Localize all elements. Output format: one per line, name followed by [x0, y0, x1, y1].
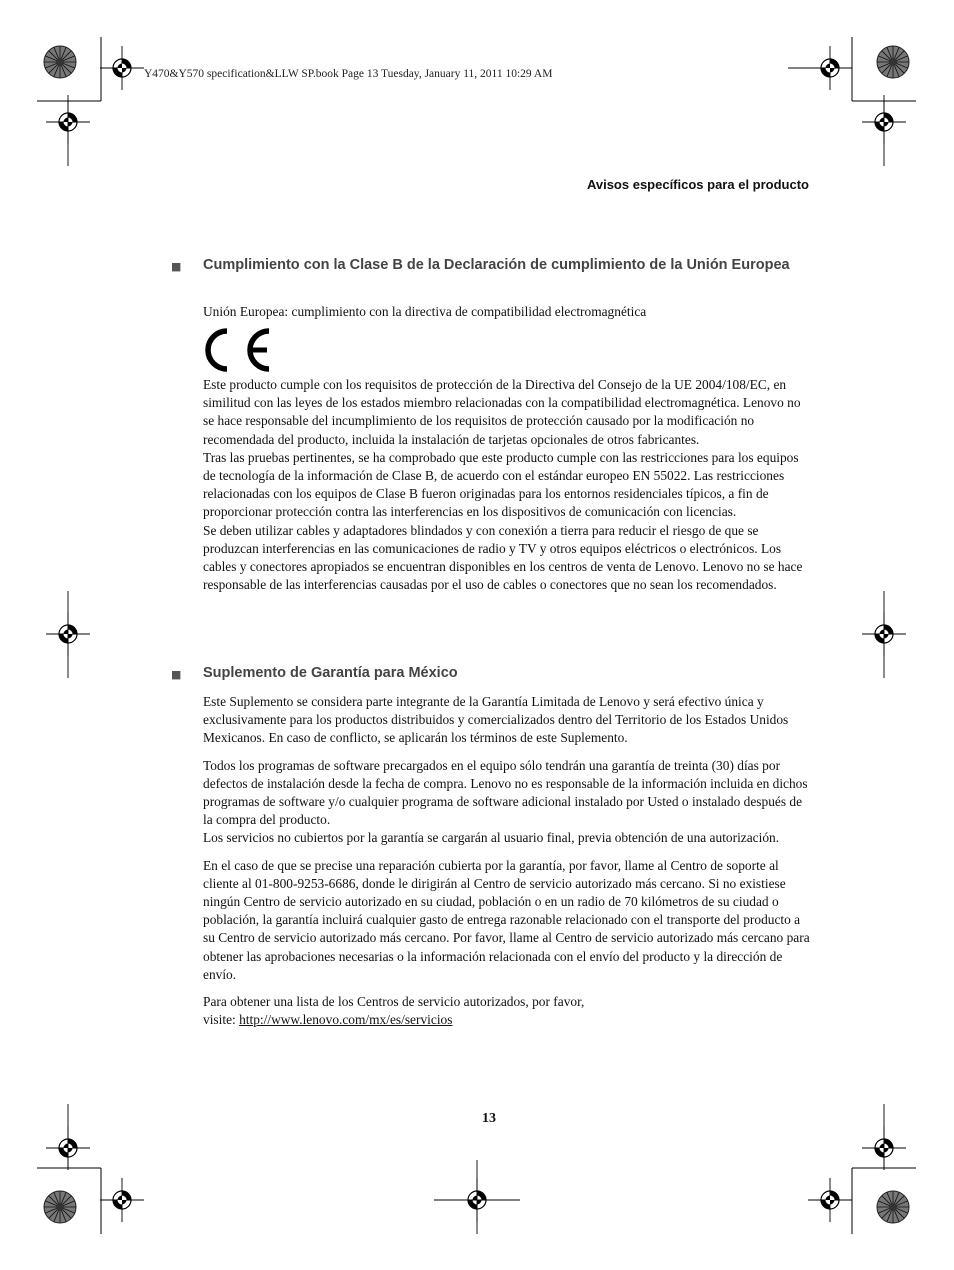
star-target-icon	[44, 46, 76, 78]
star-target-icon	[44, 1191, 76, 1223]
mexico-paragraph: Los servicios no cubiertos por la garantía se cargarán al usuario final, previa obtención de una autorización.	[203, 830, 780, 846]
section-title-mexico-warranty: Suplemento de Garantía para México	[203, 665, 458, 681]
ce-mark-icon	[203, 325, 273, 375]
section-bullet-icon: ■	[171, 668, 182, 681]
eu-paragraph: Este producto cumple con los requisitos de protección de la Directiva del Consejo de la UE 2004/108/EC, en similitud con las leyes de los estados miembro relacionadas con la compatibilidad electromagnética. Lenovo no se hace responsable del incumplimiento de los requisitos de protección causado por la modificación no recomendada del producto, incluida la instalación de tarjetas opcionales de otros fabricantes.	[203, 377, 801, 447]
running-head: Avisos específicos para el producto	[586, 177, 809, 192]
page-number: 13	[482, 1111, 496, 1126]
registration-mark-icon	[808, 46, 852, 90]
mexico-paragraph: Este Suplemento se considera parte integrante de la Garantía Limitada de Lenovo y será efectivo única y exclusivamente para los productos distribuidos y comercializados dentro del Territorio de los Estados Unidos Mexicanos. En caso de conflicto, se aplicarán los términos de este Suplemento.	[203, 694, 789, 746]
eu-intro-text	[203, 303, 811, 321]
eu-intro: Unión Europea: cumplimiento con la directiva de compatibilidad electromagnética	[203, 304, 647, 319]
registration-mark-icon	[100, 1178, 144, 1222]
section-bullet-icon: ■	[171, 260, 182, 273]
eu-paragraph: Tras las pruebas pertinentes, se ha comprobado que este producto cumple con las restricciones para los equipos de tecnología de la información de Clase B, de acuerdo con el estándar europeo EN 55022. Las restricciones relacionadas con los equipos de Clase B fueron originadas para los entornos residenciales típicos, a fin de proporcionar protección contra las interferencias en los dispositivos de comunicación con licencias.	[203, 449, 799, 520]
link-prefix: visite:	[203, 1012, 240, 1028]
registration-mark-icon	[100, 46, 144, 90]
mexico-paragraph: Para obtener una lista de los Centros de servicio autorizados, por favor,	[203, 994, 585, 1010]
star-target-icon	[877, 46, 909, 78]
mexico-paragraph: En el caso de que se precise una reparación cubierta por la garantía, por favor, llame al Centro de soporte al cliente al 01-800-9253-6686, donde le dirigirán al Centro de servicio autorizado más cercano. Si no existiese ningún Centro de servicio autorizado en su ciudad, población o en un radio de 70 kilómetros de su ciudad o población, la garantía incluirá cualquier gasto de entrega razonable relacionado con el transporte del producto a su Centro de servicio autorizado más cercano. Por favor, llame al Centro de servicio autorizado más cercano para obtener las aprobaciones necesarias o la información relacionada con el envío del producto y la dirección de envío.	[203, 857, 810, 982]
service-centers-link[interactable]: http://www.lenovo.com/mx/es/servicios	[239, 1012, 453, 1028]
section-title-eu-compliance: Cumplimiento con la Clase B de la Declaración de cumplimiento de la Unión Europea	[203, 257, 790, 273]
mexico-paragraph: Todos los programas de software precargados en el equipo sólo tendrán una garantía de treinta (30) días por defectos de instalación desde la fecha de compra. Lenovo no es responsable de la información incluida en dichos programas de software y/o cualquier programa de software adicional instalado por Usted o instalado después de la compra del producto.	[203, 757, 808, 828]
service-link-line	[203, 1011, 811, 1029]
eu-paragraph: Se deben utilizar cables y adaptadores blindados y con conexión a tierra para reducir el riesgo de que se produzcan interferencias en las comunicaciones de radio y TV y otros equipos eléctricos o electrónicos. Los cables y conectores apropiados se encuentran disponibles en los centros de venta de Lenovo. Lenovo no se hace responsable de las interferencias causadas por el uso de cables o conectores que no sean los recomendados.	[203, 522, 803, 593]
star-target-icon	[877, 1191, 909, 1223]
mexico-body	[203, 693, 811, 1029]
eu-body	[203, 376, 811, 594]
ce-mark-logo	[203, 325, 273, 380]
registration-mark-icon	[808, 1178, 852, 1222]
book-info-header: Y470&Y570 specification&LLW SP.book Page 13 Tuesday, January 11, 2011 10:29 AM	[144, 68, 553, 80]
